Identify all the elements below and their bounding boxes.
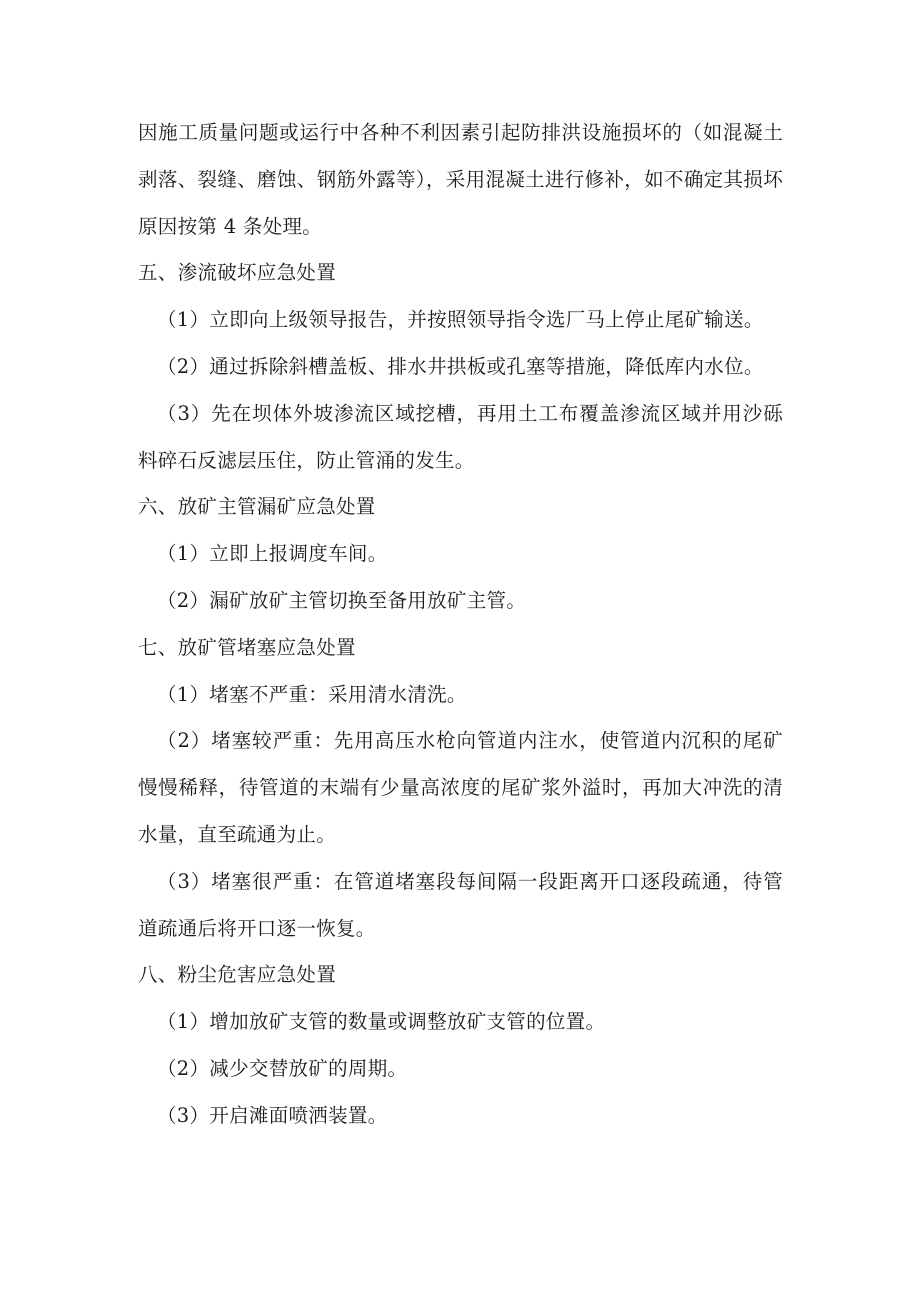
paragraph-repair: 因施工质量问题或运行中各种不利因素引起防排洪设施损坏的（如混凝土剥落、裂缝、磨蚀、钢筋外露等），采用混凝土进行修补，如不确定其损坏原因按第 4 条处理。: [138, 121, 783, 238]
list-item: （2）漏矿放矿主管切换至备用放矿主管。: [157, 588, 527, 612]
section-heading-pipe-blockage: 七、放矿管堵塞应急处置: [138, 635, 356, 659]
section-heading-main-pipe-leak: 六、放矿主管漏矿应急处置: [138, 495, 376, 519]
list-item: （1）立即向上级领导报告，并按照领导指令选厂马上停止尾矿输送。: [157, 308, 764, 332]
list-item: （3）堵塞很严重：在管道堵塞段每间隔一段距离开口逐段疏通，待管道疏通后将开口逐一恢复。: [138, 869, 783, 940]
list-item: （3）开启滩面喷洒装置。: [157, 1103, 388, 1127]
list-item: （2）堵塞较严重：先用高压水枪向管道内注水，使管道内沉积的尾矿慢慢稀释，待管道的末端有少量高浓度的尾矿浆外溢时，再加大冲洗的清水量，直至疏通为止。: [138, 729, 783, 846]
section-heading-seepage: 五、渗流破坏应急处置: [138, 261, 337, 285]
list-item: （1）堵塞不严重：采用清水清洗。: [157, 682, 467, 706]
list-item: （2）通过拆除斜槽盖板、排水井拱板或孔塞等措施，降低库内水位。: [157, 354, 764, 378]
section-heading-dust-hazard: 八、粉尘危害应急处置: [138, 963, 337, 987]
list-item: （1）立即上报调度车间。: [157, 542, 388, 566]
list-item: （1）增加放矿支管的数量或调整放矿支管的位置。: [157, 1010, 606, 1034]
document-page: [138, 110, 783, 1140]
list-item: （2）减少交替放矿的周期。: [157, 1056, 408, 1080]
list-item: （3）先在坝体外坡渗流区域挖槽，再用土工布覆盖渗流区域并用沙砾料碎石反滤层压住，防止管涌的发生。: [138, 401, 783, 472]
